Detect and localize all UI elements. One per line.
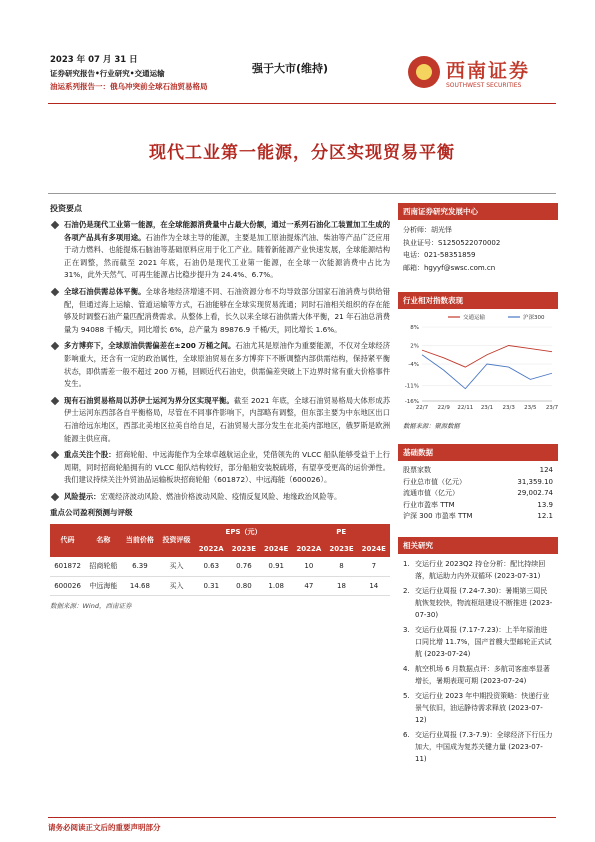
cell-code: 601872 [50, 557, 85, 576]
y-tick-label: 8% [410, 325, 419, 331]
basic-data-value: 12.1 [537, 512, 553, 521]
related-item-text[interactable]: 交运行业周报 (7.17-7.23)：上半年原油进口同比增 11.7%，国产首艘大型邮轮正式试航 (2023-07-24) [415, 625, 552, 658]
bullet-body: 全球各地经济增速不同、石油资源分布不均导致部分国家石油消费与供给错配，但通过海上运输、管道运输等方式，石油能够在全球实现贸易流通；同时石油相关组织的存在能够及时调整石油产量匹配消费需求。从整体上看，长久以来全球石油供需大体平衡，21 年石油总消费量为 94088 千桶/天，同比增长 6%，总产量为 89876.9 千桶/天，同比增长 1.6%。 [64, 286, 391, 334]
chart-source: 数据来源：聚源数据 [403, 423, 460, 430]
cell-eps: 0.63 [195, 557, 228, 576]
diamond-bullet-icon [51, 493, 59, 501]
stock-table [50, 524, 390, 596]
related-item-text[interactable]: 交运行业 2023Q2 持仓分析：配比持续回落，航运助力内外双循环 (2023-07-31) [415, 559, 546, 580]
x-tick-label: 23/5 [524, 405, 537, 411]
cell-pe: 47 [292, 576, 325, 596]
table-source: 数据来源：Wind，西南证券 [50, 602, 132, 611]
basic-data-row [398, 488, 558, 500]
summary-bullet [50, 219, 390, 282]
cell-pe: 10 [292, 557, 325, 576]
basic-data-key: 行业市盈率 TTM [403, 500, 455, 509]
th-year: 2022A [195, 541, 228, 558]
related-item[interactable]: 1. 交运行业 2023Q2 持仓分析：配比持续回落，航运助力内外双循环 (2023-07-31) [403, 559, 546, 580]
analyst-line: 执业证号：S1250522070002 [403, 238, 501, 247]
th-price: 当前价格 [122, 524, 159, 557]
analyst-line: 分析师：胡光怿 [403, 226, 452, 234]
related-item-text[interactable]: 航空机场 6 月数据点评：多航司客座率显著增长，暑期表现可期 (2023-07-24) [415, 664, 550, 685]
bullet-body: 石油作为全球主导的能源，主要是加工原油提炼汽油、柴油等产品广泛应用于动力燃料、也能提炼石脑油等基础原料应用于化工产业。随着新能源产业快速发展，全球能源结构正在调整，然而截至 2021 年底，石油仍是现代工业第一能源，在全球一次能源消费中占比为 31%，此外天然气、可再生能源占比稳步提升为 24.4%、6.7%。 [64, 232, 391, 280]
report-title: 现代工业第一能源，分区实现贸易平衡 [149, 143, 455, 163]
related-item-text[interactable]: 交运行业周报 (7.24-7.30)：暑期第三周民航恢复较快，物流枢纽建设不断推进 (2023-07-30) [415, 586, 553, 619]
x-tick-label: 22/7 [415, 405, 429, 411]
logo-text-en: SOUTHWEST SECURITIES [446, 82, 522, 89]
cell-name: 中远海能 [85, 576, 122, 596]
cell-rating: 买入 [158, 576, 195, 596]
bullet-lead: 全球石油供需总体平衡。 [64, 286, 146, 296]
summary-bullet [50, 340, 390, 390]
cell-eps: 0.91 [260, 557, 292, 576]
diamond-bullet-icon [51, 451, 59, 459]
basic-data-row [398, 465, 558, 477]
analyst-line: 电话：021-58351859 [403, 251, 476, 259]
index-chart [398, 309, 558, 419]
cell-eps: 0.76 [228, 557, 260, 576]
report-category: 证券研究报告•行业研究•交通运输 [50, 69, 165, 78]
bullet-lead: 重点关注个股： [64, 450, 116, 460]
cell-price: 14.68 [122, 576, 159, 596]
bullet-lead: 多方博弈下，全球原油供需偏差在±200 万桶之间。 [64, 341, 236, 351]
related-item[interactable]: 6. 交运行业周报 (7.3-7.9)：全球经济下行压力加大，中国成为复苏关键力量 (2023-07-11) [403, 730, 553, 763]
th-year: 2023E [325, 541, 357, 558]
y-tick-label: -11% [404, 383, 419, 390]
analyst-email[interactable]: 邮箱：hgyyf@swsc.com.cn [403, 263, 496, 272]
bullet-body: 石油尤其是原油作为重要能源，不仅对全球经济影响重大，还含有一定的政治属性，全球原油贸易在多方博弈下不断调整内部供需结构，保持紧平衡状态，即供需差一般不超过 200 万桶，回顾近代石油史，供需偏差突破上下边界时常有重大价格事件发生。 [64, 341, 390, 389]
summary-bullet [50, 395, 390, 445]
legend-label: 沪深300 [523, 315, 545, 321]
company-logo [408, 54, 558, 100]
basic-data-row [398, 500, 558, 512]
basic-data-value: 31,359.10 [517, 477, 553, 486]
related-heading: 相关研究 [398, 537, 558, 554]
basic-data-key: 流通市值（亿元） [403, 489, 459, 498]
industry-rating: 强于大市(维持) [252, 62, 329, 75]
bullet-lead: 风险提示： [64, 491, 101, 501]
related-item[interactable]: 5. 交运行业 2023 年中期投资策略：快递行业景气依旧，油运静待需求释放 (2023-07-12) [403, 691, 550, 724]
logo-text-cn: 西南证券 [446, 60, 531, 82]
header-divider [48, 103, 556, 104]
index-chart-heading: 行业相对指数表现 [398, 292, 558, 309]
cell-pe: 7 [358, 557, 390, 576]
table-row [50, 576, 390, 596]
basic-data-key: 沪深 300 市盈率 TTM [403, 512, 473, 521]
table-header-row [50, 524, 390, 541]
diamond-bullet-icon [51, 342, 59, 350]
cell-rating: 买入 [158, 557, 195, 576]
y-tick-label: 2% [410, 343, 419, 350]
cell-pe: 14 [358, 576, 390, 596]
analyst-heading: 西南证券研究发展中心 [398, 203, 558, 220]
diamond-bullet-icon [51, 396, 59, 404]
x-tick-label: 22/11 [457, 405, 474, 411]
report-header [50, 54, 208, 93]
analyst-info [398, 220, 558, 278]
series-line-1 [422, 355, 552, 389]
cell-price: 6.39 [122, 557, 159, 576]
basic-data-key: 股票家数 [403, 466, 431, 474]
cell-code: 600026 [50, 576, 85, 596]
th-year: 2024E [260, 541, 292, 558]
summary-bullet [50, 286, 390, 336]
legend-label: 交通运输 [463, 315, 486, 321]
related-item[interactable]: 4. 航空机场 6 月数据点评：多航司客座率显著增长，暑期表现可期 (2023-07-24) [403, 664, 550, 685]
cell-eps: 1.08 [260, 576, 292, 596]
y-tick-label: -4% [408, 362, 419, 368]
th-eps: EPS（元） [195, 524, 293, 541]
summary-heading: 投资要点 [50, 204, 82, 213]
report-date: 2023 年 07 月 31 日 [50, 55, 138, 65]
diamond-bullet-icon [51, 288, 59, 296]
th-year: 2024E [358, 541, 390, 558]
related-item[interactable]: 2. 交运行业周报 (7.24-7.30)：暑期第三周民航恢复较快，物流枢纽建设不断推进 (2023-07-30) [403, 586, 553, 619]
summary-bullet [50, 491, 390, 504]
basic-data-key: 行业总市值（亿元） [403, 477, 466, 486]
summary-bullet [50, 449, 390, 487]
basic-data-row [398, 477, 558, 489]
footer-disclaimer: 请务必阅读正文后的重要声明部分 [48, 823, 161, 832]
logo-seal-icon [408, 56, 440, 88]
x-tick-label: 23/7 [545, 405, 558, 411]
th-rating: 投资评级 [158, 524, 195, 557]
sidebar [398, 203, 558, 772]
bullet-body: 截至 2021 年底，全球石油贸易格局大体形成苏伊士运河东西部各自平衡格局，尽管在不同事件影响下，内部略有调整，但东部主要为中东地区出口石油给远东地区，西部北美地区拉美自给自足，石油贸易大部分发生在北美内部地区，俄罗斯是欧洲能源主供应商。 [64, 395, 390, 443]
basic-data-value: 29,002.74 [517, 489, 553, 498]
th-code: 代码 [50, 524, 85, 557]
bullet-body: 招商轮船、中远海能作为全球卓越航运企业，凭借领先的 VLCC 船队能够受益于上行周期，同时招商轮船拥有的 VLCC 船队结构较好，部分船舶安装脱硫塔，有望享受更高的运价弹性。我们建议持续关注外贸油品运输板块招商轮船（601872）、中远海能（600026）。 [64, 450, 391, 485]
related-item-text[interactable]: 交运行业周报 (7.3-7.9)：全球经济下行压力加大，中国成为复苏关键力量 (2023-07-11) [415, 730, 553, 763]
basic-data-heading: 基础数据 [398, 444, 558, 461]
summary-body [50, 219, 390, 613]
basic-data-value: 13.9 [537, 500, 553, 509]
cell-eps: 0.31 [195, 576, 228, 596]
title-divider [48, 193, 556, 194]
bullet-lead: 现有石油贸易格局以苏伊士运河为界分区实现平衡。 [64, 395, 234, 405]
cell-pe: 8 [325, 557, 357, 576]
x-tick-label: 22/9 [437, 405, 450, 411]
table-row [50, 557, 390, 576]
related-list [398, 554, 558, 772]
bullet-lead: 石油仍是现代工业第一能源，在全球能源消费量中占最大份额，通过一系列石油化工装置加工生成的各项产品具有多项用途。 [64, 220, 390, 242]
cell-name: 招商轮船 [85, 557, 122, 576]
bullet-body: 宏观经济波动风险、燃油价格波动风险、疫情反复风险、地缘政治风险等。 [100, 491, 342, 501]
th-name: 名称 [85, 524, 122, 557]
diamond-bullet-icon [51, 221, 59, 229]
th-pe: PE [292, 524, 390, 541]
stock-table-title: 重点公司盈利预测与评级 [50, 508, 133, 518]
basic-data-list [398, 461, 558, 523]
cell-eps: 0.80 [228, 576, 260, 596]
x-tick-label: 23/3 [502, 405, 515, 411]
report-series: 油运系列报告一：俄乌冲突前全球石油贸易格局 [50, 82, 208, 91]
related-item[interactable]: 3. 交运行业周报 (7.17-7.23)：上半年原油进口同比增 11.7%，国产首艘大型邮轮正式试航 (2023-07-24) [403, 625, 552, 658]
x-tick-label: 23/1 [480, 405, 494, 411]
th-year: 2023E [228, 541, 260, 558]
basic-data-row [398, 511, 558, 523]
y-tick-label: -16% [404, 399, 419, 405]
cell-pe: 18 [325, 576, 357, 596]
footer-divider [48, 817, 556, 818]
basic-data-value: 124 [539, 466, 553, 474]
th-year: 2022A [292, 541, 325, 558]
related-item-text[interactable]: 交运行业 2023 年中期投资策略：快递行业景气依旧，油运静待需求释放 (2023-07-12) [415, 691, 550, 724]
